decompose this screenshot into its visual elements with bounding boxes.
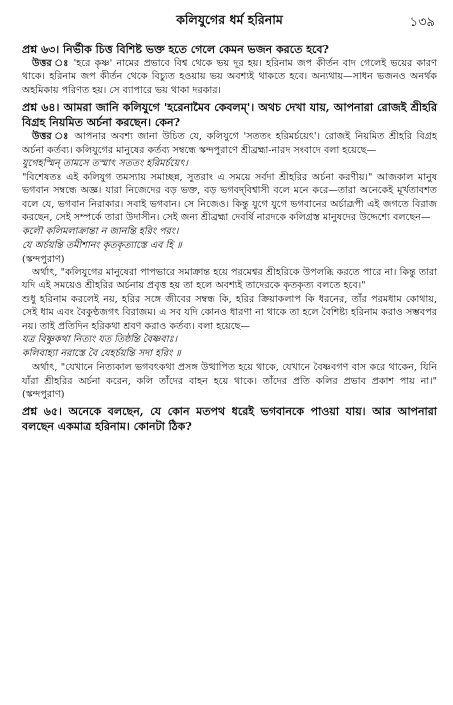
sanskrit-verse-3b: কলিবাহ্যা নরাস্তে বৈ যেহর্চয়ন্তি সদা হরিং ॥ [22,348,181,360]
page-content [22,42,437,434]
answer-64-part-2: "বিশেষতঃ এই কলিযুগ তমস্যায় সমাচ্ছন্ন, সুতরাং এ সময়ে সর্বদা শ্রীহরির অর্চনা করণীয়।" আজকাল মানুষ ভগবান সম্বন্ধে অজ্ঞ। যারা নিজেদের বড় ভক্ত, বড় ভগবদ্‌বিশ্বাসী বলে মনে করে—তারা অনেকেই মূর্খতাবশত বলে যে, ভগবান নিরাকার। সবাই ভগবান। সে নিজেও। কিন্তু যুগে যুগে ভগবানের অর্চাব্রূপী এই জগতে বিরাজ করছেন, সেই সম্পর্কে তারা উদাসীন। সেই জন্য শ্রীব্রহ্মা দেবর্ষি নারদকে কলিগ্রস্ত মানুষদের উদ্দেশ্যে বলছেন— [22,172,437,224]
answer-64-part-3: অর্থাৎ, "কলিযুগের মানুষেরা পাপভারে সমাক্রান্ত হয়ে পরমেশ্বর শ্রীহরিকে উপলব্ধি করতে পারে না। কিন্তু তারা যদি এই সময়েও শ্রীহরির অর্চনায় প্রবৃত্ত হয় তা হলে অবশ্যই তাদেরকে কৃতকৃত্য বলতে হবে।" [22,267,437,292]
answer-label: উত্তর ঃ [32,131,70,143]
sanskrit-verse-3a: যত্র বিষ্ণুকথা নিত্যং যত তিষ্ঠন্তি বৈষ্ণবাঃ। [22,334,178,346]
answer-64-text-1: আপনার অবশ্য জানা উচিত যে, কলিযুগে 'সততং হরিমর্চয়েৎ'। রোজই নিয়মিত শ্রীহরি বিগ্রহ অর্চনা কর্তব্য। কলিযুগের মানুষের কর্তব্য সম্বন্ধে স্কন্দপুরাণে শ্রীব্রহ্মা-নারদ সংবাদে বলা হয়েছে— [22,131,437,156]
sanskrit-verse-2b: যে অর্চয়ন্তি তমীশানং কৃতকৃত্যাস্তে এব হি ॥ [22,239,182,251]
running-title: কলিযুগের ধর্ম হরিনাম [176,12,283,27]
sanskrit-verse-1: যুগেহস্মিন্ তামসে তস্মাৎ সততং হরিমর্চয়েৎ। [22,158,188,170]
answer-64-part-5: অর্থাৎ, "যেখানে নিত্যকাল ভগবৎকথা প্রসঙ্গ উত্থাপিত হয়ে থাকে, যেখানে বৈষ্ণবগণ বাস করে থাকেন, যিনি যাঁরা শ্রীহরির অর্চনা করেন, কলি তাঁদের বাহন হয়ে থাকে। তাঁদের প্রতি কলির প্রভাব প্রকাশ পায় না।" (স্কন্দপুরাণ) [22,362,437,400]
answer-64-part-1 [22,130,437,157]
answer-63-text: 'হরে কৃষ্ণ' নামের প্রভাবে বিশ্ব থেকে ভয় দূর হয়। হরিনাম জপ কীর্তন বাদ গেলেই ভয়ের কারণ থাকে। হরিনাম জপ কীর্তন থেকে বিচ্যুত হওয়ায় ভয় অবশ্যই থাকতে হবে। অন্যথায়—সাধন ভজনও অনর্থক অহমিকায় পরিণত হয়। সে ব্যাপারে ভয় থাকা দরকার। [22,58,437,96]
answer-64-part-4: শুধু হরিনাম করলেই নয়, হরির সঙ্গে জীবের সম্বন্ধ কি, হরির ক্রিয়াকলাপ কি ধরনের, তাঁর পরমধাম কোথায়, সেই ধাম এবং বৈকুণ্ঠজগৎ বিরাজম। এ সব যদি কোনও ধারণা না থাকে তা হলে বৈশিষ্ট্য হরিনাম করাও সম্ভবপর নয়। তাই প্রতিদিন হরিকথা শ্রবণ করাও কর্তব্য। বলা হয়েছে— [22,293,437,332]
verse-source: (স্কন্দপুরাণ) [22,253,65,265]
sanskrit-verse-2a: কলৌ কলিমলাক্রান্তা ন জানন্তি হরিং পরং। [22,225,179,237]
answer-label: উত্তর ঃ [32,58,70,69]
page-header [22,10,437,34]
question-65: প্রশ্ন ৬৫। অনেকে বলছেন, যে কোন মতপথ ধরেই ভগবানকে পাওয়া যায়। আর আপনারা বলছেন একমাত্র হরিনাম। কোনটা ঠিক? [22,405,437,434]
question-64: প্রশ্ন ৬৪। আমরা জানি কলিযুগে 'হরেনামৈব কেবলম্'। অথচ দেখা যায়, আপনারা রোজই শ্রীহরি বিগ্রহ নিয়মিত অর্চনা করছেন। কেন? [22,101,437,130]
question-63: প্রশ্ন ৬৩। নির্ভীক চিত্ত বিশিষ্ট ভক্ত হতে গেলে কেমন ভজন করতে হবে? [22,43,329,56]
answer-63 [22,57,437,97]
page-number: ১৩৯ [409,15,435,30]
